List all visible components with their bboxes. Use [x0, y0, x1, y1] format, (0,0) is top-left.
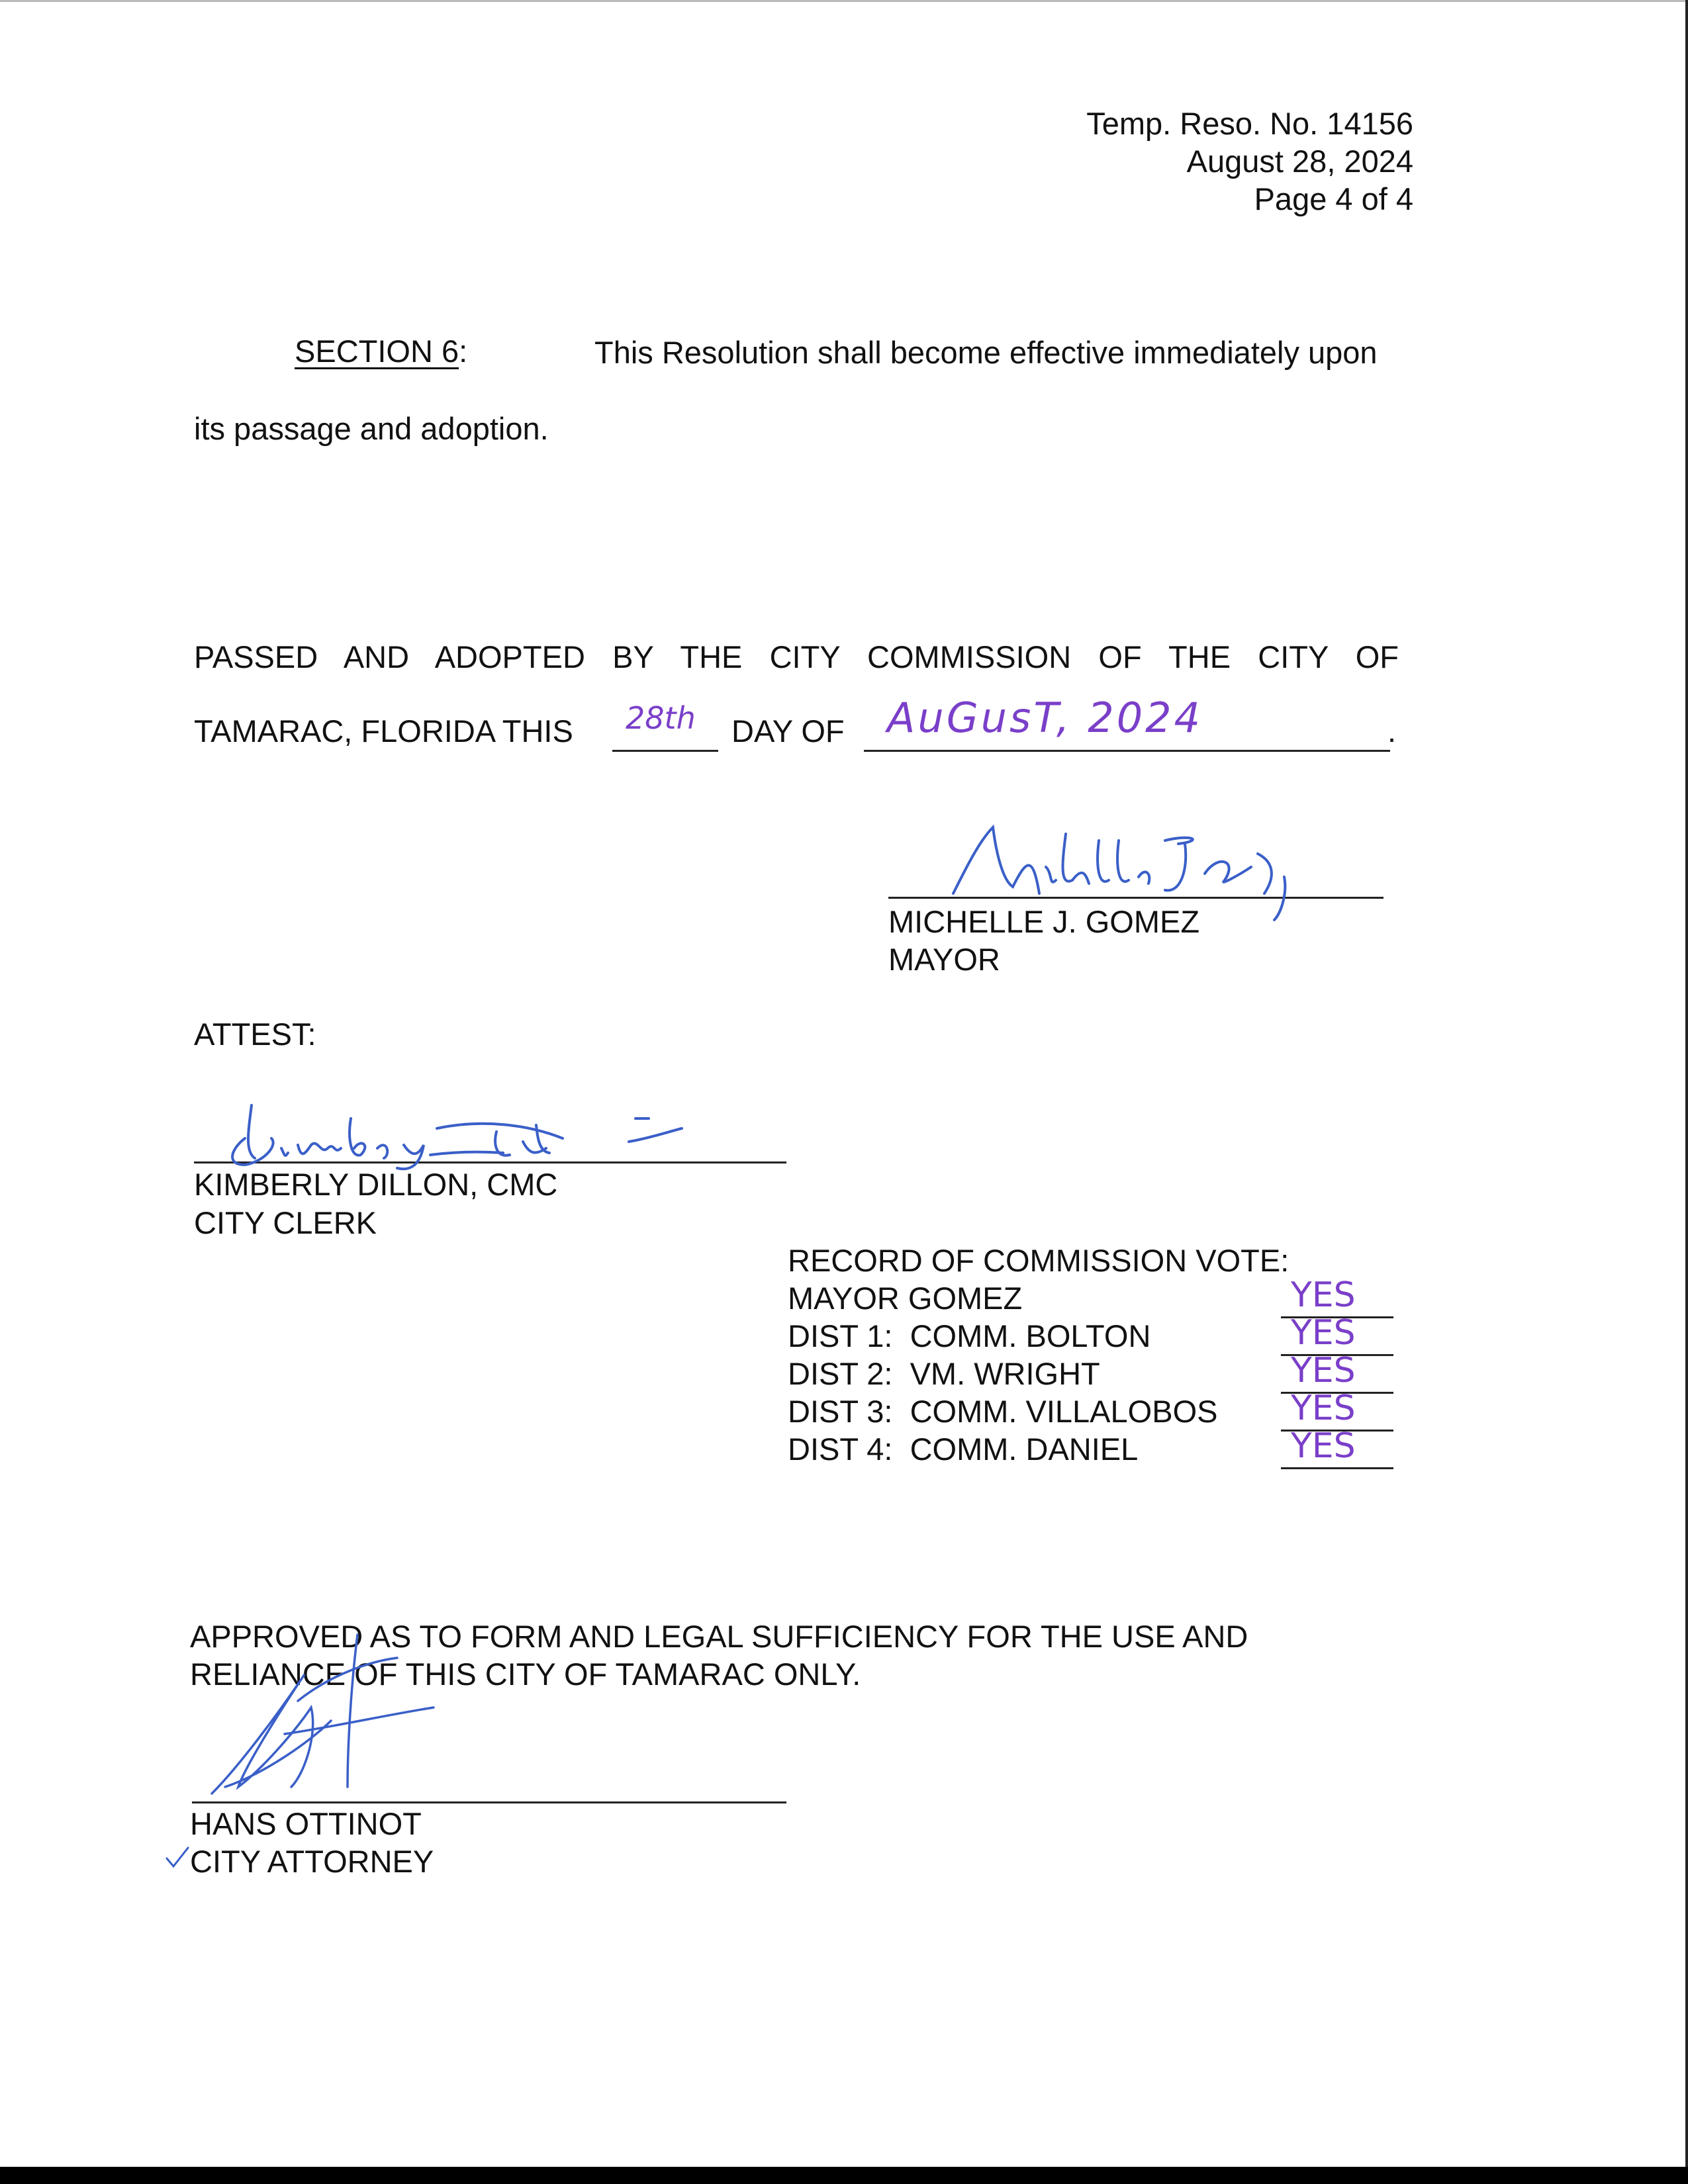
- check-mark-icon: [164, 1845, 191, 1872]
- vote-value-handwritten: YES: [1291, 1388, 1356, 1428]
- reso-number: Temp. Reso. No. 14156: [1086, 106, 1413, 141]
- header-block: [1086, 105, 1413, 218]
- passed-line1: PASSED AND ADOPTED BY THE CITY COMMISSION OF THE CITY OF: [194, 639, 1399, 674]
- scan-edge-top: [0, 0, 1688, 2]
- vote-member-name: DIST 3: COMM. VILLALOBOS: [788, 1394, 1218, 1429]
- scan-edge-bottom: [0, 2167, 1688, 2184]
- section-label: SECTION 6: [295, 334, 459, 369]
- month-handwritten: AuGusT, 2024: [887, 694, 1203, 742]
- section-text-line1: This Resolution shall become effective immediately upon: [594, 335, 1378, 370]
- vote-value-handwritten: YES: [1291, 1313, 1356, 1353]
- vote-value-handwritten: YES: [1291, 1426, 1356, 1466]
- vote-row: [788, 1393, 1218, 1430]
- vote-value-handwritten: YES: [1291, 1275, 1356, 1315]
- vote-member-name: DIST 2: VM. WRIGHT: [788, 1356, 1100, 1391]
- vote-member-name: MAYOR GOMEZ: [788, 1281, 1023, 1316]
- vote-row: [788, 1431, 1138, 1468]
- passed-line2-suffix: .: [1387, 713, 1397, 749]
- vote-member-name: DIST 1: COMM. BOLTON: [788, 1318, 1151, 1353]
- vote-row: [788, 1355, 1100, 1392]
- attest-label: ATTEST:: [194, 1017, 316, 1052]
- month-blank-line: [864, 750, 1390, 752]
- vote-row: [788, 1318, 1150, 1355]
- section-text-line2: its passage and adoption.: [194, 411, 549, 446]
- mayor-name: MICHELLE J. GOMEZ: [888, 904, 1200, 939]
- approved-line2: RELIANCE OF THIS CITY OF TAMARAC ONLY.: [190, 1657, 861, 1692]
- scan-edge-right: [1685, 0, 1688, 2184]
- page-number: Page 4 of 4: [1254, 181, 1413, 216]
- section-heading: [295, 333, 467, 370]
- attorney-signature-line: [192, 1801, 786, 1803]
- attorney-name: HANS OTTINOT: [190, 1806, 422, 1841]
- vote-member-name: DIST 4: COMM. DANIEL: [788, 1432, 1139, 1467]
- approved-line1: APPROVED AS TO FORM AND LEGAL SUFFICIENCY FOR THE USE AND: [190, 1619, 1248, 1654]
- passed-line2-prefix: TAMARAC, FLORIDA THIS: [194, 713, 573, 749]
- clerk-signature: [218, 1092, 695, 1171]
- attorney-signature: [199, 1635, 450, 1807]
- vote-row: [788, 1280, 1022, 1317]
- passed-line2-middle: DAY OF: [731, 713, 845, 749]
- mayor-title: MAYOR: [888, 942, 1000, 977]
- vote-heading: RECORD OF COMMISSION VOTE:: [788, 1243, 1289, 1278]
- section-colon: :: [459, 334, 468, 369]
- clerk-name: KIMBERLY DILLON, CMC: [194, 1167, 558, 1202]
- attorney-title: CITY ATTORNEY: [190, 1844, 434, 1879]
- day-blank-line: [612, 750, 718, 752]
- vote-blank-line: [1281, 1467, 1393, 1469]
- vote-value-handwritten: YES: [1291, 1351, 1356, 1390]
- day-handwritten: 28th: [626, 700, 696, 736]
- reso-date: August 28, 2024: [1186, 144, 1413, 179]
- clerk-title: CITY CLERK: [194, 1205, 377, 1240]
